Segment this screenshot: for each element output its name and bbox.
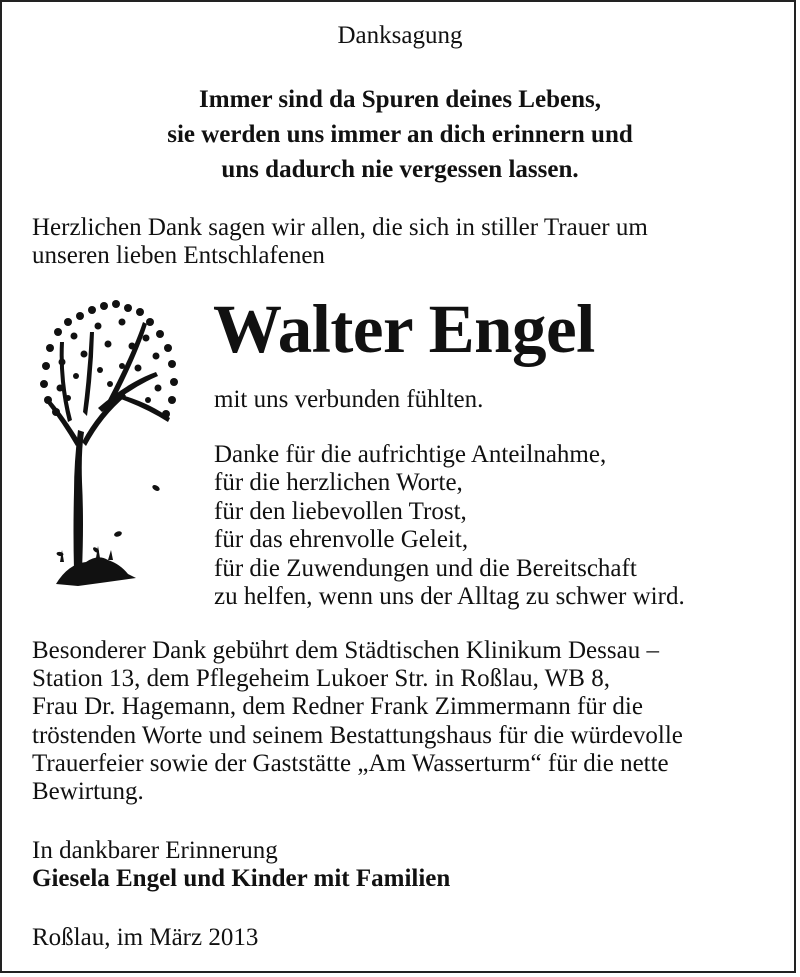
special-thanks-line: tröstenden Worte und seinem Bestattungshaus für die würdevolle [32, 721, 683, 749]
motto-line: sie werden uns immer an dich erinnern und [167, 121, 633, 148]
special-thanks-line: Trauerfeier sowie der Gaststätte „Am Wasserturm“ für die nette [32, 749, 669, 777]
intro-line: unseren lieben Entschlafenen [32, 242, 325, 269]
intro-text [32, 214, 772, 270]
thanks-list [214, 441, 784, 611]
special-thanks-line: Frau Dr. Hagemann, dem Redner Frank Zimmermann für die [32, 693, 643, 721]
thanks-line: für das ehrenvolle Geleit, [214, 526, 469, 554]
place-date: Roßlau, im März 2013 [32, 924, 259, 951]
thanks-line: für die Zuwendungen und die Bereitschaft [214, 554, 637, 582]
special-thanks [32, 637, 792, 806]
intro-line: Herzlichen Dank sagen wir allen, die sich in stiller Trauer um [32, 214, 648, 241]
tree-icon [38, 292, 188, 592]
thanks-line: für die herzlichen Worte, [214, 469, 463, 497]
special-thanks-line: Station 13, dem Pflegeheim Lukoer Str. in Roßlau, WB 8, [32, 665, 610, 693]
motto-line: uns dadurch nie vergessen lassen. [221, 156, 579, 183]
connected-text: mit uns verbunden fühlten. [214, 386, 484, 413]
motto-verse [0, 82, 800, 187]
notice-title: Danksagung [337, 22, 463, 49]
thanks-line: zu helfen, wenn uns der Alltag zu schwer wird. [214, 583, 685, 611]
closing-text: In dankbarer Erinnerung [32, 837, 278, 864]
thanks-line: für den liebevollen Trost, [214, 497, 467, 525]
signers: Giesela Engel und Kinder mit Familien [32, 865, 451, 892]
special-thanks-line: Bewirtung. [32, 778, 144, 806]
thanks-line: Danke für die aufrichtige Anteilnahme, [214, 441, 607, 468]
motto-line: Immer sind da Spuren deines Lebens, [199, 86, 601, 113]
deceased-name: Walter Engel [213, 291, 595, 367]
closing-block [32, 837, 772, 893]
special-thanks-line: Besonderer Dank gebührt dem Städtischen Klinikum Dessau – [32, 637, 659, 664]
